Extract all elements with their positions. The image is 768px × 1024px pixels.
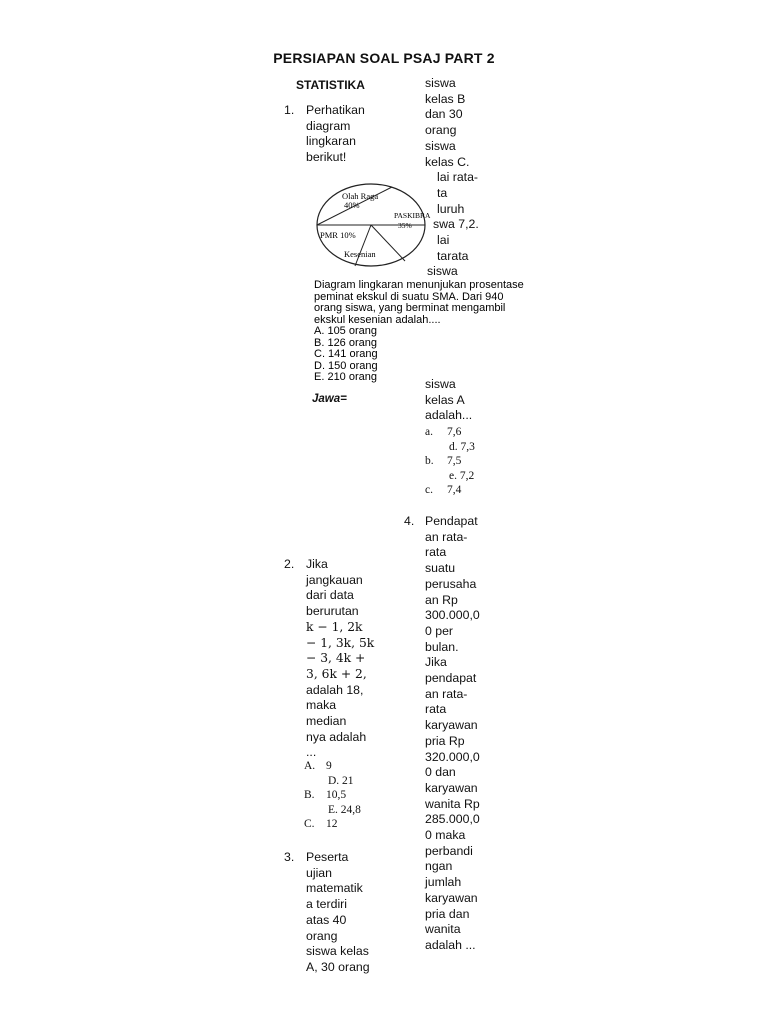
q3c-line: dan 30 [425, 107, 463, 122]
q2-math-line: 3, 6k + 2, [306, 666, 367, 681]
q3-line: orang [306, 928, 338, 943]
option-value: 10,5 [326, 789, 347, 801]
option-value: d. 7,3 [449, 440, 475, 453]
q4-line: bulan. [425, 639, 459, 654]
q4-line: perusaha [425, 576, 477, 591]
q4-line: karyawan [425, 780, 478, 795]
q2-option-a [304, 759, 361, 774]
q3-line: matematik [306, 881, 363, 896]
q3c-line: siswa [427, 264, 458, 278]
q1-option: D. 150 orang [314, 359, 378, 372]
q3-line: atas 40 [306, 912, 347, 927]
option-value: 7,4 [447, 484, 462, 496]
q2-line: ... [306, 745, 317, 760]
q3c-line: ta [437, 185, 448, 200]
q4-line: wanita Rp [425, 796, 480, 811]
q3-text [306, 850, 384, 976]
q4-line: 285.000,0 [425, 812, 480, 827]
q4-line: pria Rp [425, 733, 465, 748]
q4-line: karyawan [425, 718, 478, 733]
q4-line: 300.000,0 [425, 608, 480, 623]
q4-line: pria dan [425, 906, 470, 921]
option-letter: b. [425, 455, 434, 467]
q1-line: berikut! [306, 150, 347, 165]
option-value: 12 [326, 818, 338, 830]
q4-line: Pendapat [425, 514, 478, 528]
q1-option: E. 210 orang [314, 371, 377, 383]
slice-percent-paskibra: 35% [398, 221, 412, 230]
q3c-line: lai [437, 233, 450, 248]
q3-option-d [425, 440, 475, 455]
q3c-line: tarata [437, 248, 469, 263]
q4-line: suatu [425, 561, 456, 576]
q4-line: perbandi [425, 843, 473, 858]
q4-line: 0 maka [425, 828, 466, 843]
q2-line: median [306, 714, 347, 729]
q2-option-e [304, 803, 361, 818]
q3c-line [425, 92, 495, 108]
q3c-line: orang [425, 123, 457, 138]
q3-line: Peserta [306, 850, 349, 864]
option-letter: B. [304, 789, 315, 801]
q1-option: A. 105 orang [314, 325, 377, 337]
q2-number: 2. [284, 557, 295, 571]
page-title: PERSIAPAN SOAL PSAJ PART 2 [273, 50, 495, 66]
q3c-line: siswa [425, 138, 456, 153]
q3-options [425, 425, 475, 498]
q4-line: Jika [425, 655, 447, 670]
q3-line: A, 30 orang [306, 959, 370, 974]
slice-label-kesenian: Kesenian [344, 249, 376, 259]
q2-math-line: k − 1, 2k [306, 619, 363, 634]
q3-option-a [425, 425, 475, 440]
option-value: 7,5 [447, 455, 462, 467]
slice-percent-olahraga: 40% [344, 200, 360, 210]
q2-math-line: − 3, 4k + [306, 651, 366, 666]
slice-label-olahraga: Olah Raga [342, 191, 379, 201]
slice-label-pmr: PMR 10% [320, 230, 356, 240]
q3c-line: siswa [425, 76, 456, 90]
q4-line: an rata- [425, 686, 468, 701]
q4-line: karyawan [425, 890, 478, 905]
q2-line: dari data [306, 588, 354, 603]
q4-line: pendapat [425, 671, 477, 686]
q4-number: 4. [404, 514, 415, 528]
q3-line: ujian [306, 865, 332, 880]
q2-option-d [304, 774, 361, 789]
q4-line: ngan [425, 859, 453, 874]
pie-chart [310, 180, 440, 272]
q2-line: maka [306, 698, 337, 713]
q2-line: adalah 18, [306, 682, 364, 697]
q4-line: an Rp [425, 592, 458, 607]
q2-options [304, 759, 361, 832]
q1-option: B. 126 orang [314, 336, 377, 349]
q1-line: diagram [306, 118, 351, 133]
option-letter: a. [425, 426, 433, 438]
q4-line: wanita [425, 922, 461, 937]
q3-line: siswa kelas [306, 944, 369, 959]
option-letter: C. [304, 818, 315, 830]
section-heading: STATISTIKA [296, 78, 365, 92]
q4-line: 0 dan [425, 765, 456, 780]
q1-number: 1. [284, 103, 295, 117]
q3-option-c [425, 483, 475, 498]
q3c-line: luruh [437, 201, 465, 216]
q1-scan-line: Diagram lingkaran menunjukan prosentase [314, 279, 524, 291]
q1-text [306, 103, 384, 166]
q2-option-b [304, 788, 361, 803]
answer-label: Jawa= [312, 393, 347, 405]
q3c-line: adalah... [425, 408, 473, 423]
option-value: 9 [326, 760, 332, 772]
q4-line: an rata- [425, 529, 468, 544]
q2-line: Jika [306, 557, 328, 571]
q3c-line: kelas C. [425, 154, 470, 169]
q1-scanned-text [314, 280, 544, 384]
q2-text [306, 557, 384, 761]
q4-line: 0 per [425, 623, 454, 638]
q2-option-c [304, 817, 361, 832]
q3-option-e [425, 469, 475, 484]
q1-line: lingkaran [306, 134, 356, 149]
q1-scan-line: ekskul kesenian adalah.... [314, 313, 441, 326]
q3c-line: lai rata- [437, 170, 479, 185]
q3-number: 3. [284, 850, 295, 864]
q1-line: Perhatikan [306, 103, 365, 117]
q4-line: adalah ... [425, 937, 476, 952]
option-value: E. 24,8 [328, 803, 361, 816]
q3c-line-text: kelas B [425, 91, 466, 106]
q3-continuation-top [425, 76, 495, 278]
q2-line: nya adalah [306, 729, 367, 744]
q4-line: jumlah [425, 875, 462, 890]
option-value: 7,6 [447, 426, 462, 438]
q3c-line: kelas A [425, 392, 465, 407]
q3c-line: siswa [425, 377, 456, 391]
q3-continuation-bottom [425, 377, 495, 424]
q2-line: berurutan [306, 604, 359, 619]
q4-line: 320.000,0 [425, 749, 480, 764]
q3c-line: swa 7,2. [433, 217, 479, 232]
q1-option: C. 141 orang [314, 348, 378, 360]
q4-text [425, 514, 495, 954]
option-value: e. 7,2 [449, 469, 475, 482]
slice-label-paskibra: PASKIBRA [394, 211, 431, 220]
q2-math-line: − 1, 3k, 5k [306, 635, 375, 650]
q1-scan-line: peminat ekskul di suatu SMA. Dari 940 [314, 290, 504, 303]
q3-option-b [425, 454, 475, 469]
q4-line: rata [425, 702, 447, 717]
q4-line: rata [425, 545, 447, 560]
option-letter: A. [304, 760, 316, 772]
q3-line: a terdiri [306, 897, 348, 912]
q1-scan-line: orang siswa, yang berminat mengambil [314, 302, 506, 314]
q2-line: jangkauan [306, 572, 363, 587]
option-letter: c. [425, 484, 433, 496]
option-value: D. 21 [328, 774, 354, 787]
